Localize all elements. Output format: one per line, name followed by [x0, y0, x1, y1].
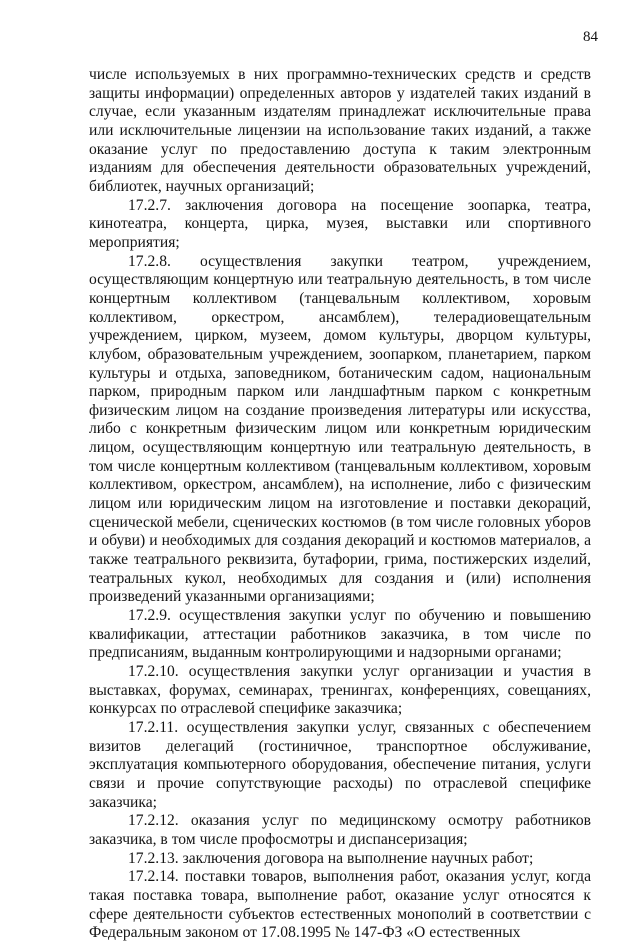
paragraph-17-2-13: 17.2.13. заключения договора на выполнение научных работ;: [128, 849, 534, 867]
paragraph-continuation: числе используемых в них программно-технических средств и средств защиты информации) определенных авторов у издателей таких изданий в случае, если указанным издателям принадлежат исключительные права или исключительные лицензии на использование таких изданий, а также оказание услуг по предоставлению доступа к таким электронным изданиям для обеспечения деятельности образовательных учреждений, библиотек, научных организаций;: [89, 66, 591, 195]
document-body: [89, 66, 591, 943]
paragraph-17-2-7: 17.2.7. заключения договора на посещение зоопарка, театра, кинотеатра, концерта, цирка, музея, выставки или спортивного мероприятия;: [89, 196, 591, 251]
paragraph-17-2-8: 17.2.8. осуществления закупки театром, учреждением, осуществляющим концертную или театральную деятельность, в том числе концертным коллективом (танцевальным коллективом, хоровым коллективом, оркестром, ансамблем), телерадиовещательным учреждением, цирком, музеем, домом культуры, дворцом культуры, клубом, образовательным учреждением, зоопарком, планетарием, парком культуры и отдыха, заповедником, ботаническим садом, национальным парком, природным парком или ландшафтным парком с конкретным физическим лицом на создание произведения литературы или искусства, либо с конкретным физическим лицом или конкретным юридическим лицом, осуществляющим концертную или театральную деятельность, в том числе концертным коллективом (танцевальным коллективом, хоровым коллективом, оркестром, ансамблем), на исполнение, либо с физическим лицом или юридическим лицом на изготовление и поставки декораций, сценической мебели, сценических костюмов (в том числе головных уборов и обуви) и необходимых для создания декораций и костюмов материалов, а также театрального реквизита, бутафории, грима, постижерских изделий, театральных кукол, необходимых для создания и (или) исполнения произведений указанными организациями;: [89, 252, 591, 606]
paragraph-17-2-9: 17.2.9. осуществления закупки услуг по обучению и повышению квалификации, аттестации работников заказчика, в том числе по предписаниям, выданным контролирующими и надзорными органами;: [89, 607, 591, 662]
paragraph-17-2-14: 17.2.14. поставки товаров, выполнения работ, оказания услуг, когда такая поставка товара, выполнение работ, оказание услуг относятся к сфере деятельности субъектов естественных монополий в соответствии с Федеральным законом от 17.08.1995 № 147-ФЗ «О естественных: [89, 868, 591, 942]
paragraph-17-2-12: 17.2.12. оказания услуг по медицинскому осмотру работников заказчика, в том числе профосмотры и диспансеризация;: [89, 812, 591, 848]
paragraph-17-2-11: 17.2.11. осуществления закупки услуг, связанных с обеспечением визитов делегаций (гостиничное, транспортное обслуживание, эксплуатация компьютерного оборудования, обеспечение питания, услуги связи и прочие сопутствующие расходы) по отраслевой специфике заказчика;: [89, 718, 591, 811]
paragraph-17-2-10: 17.2.10. осуществления закупки услуг организации и участия в выставках, форумах, семинарах, тренингах, конференциях, совещаниях, конкурсах по отраслевой специфике заказчика;: [89, 663, 591, 718]
page-number: 84: [583, 29, 598, 45]
